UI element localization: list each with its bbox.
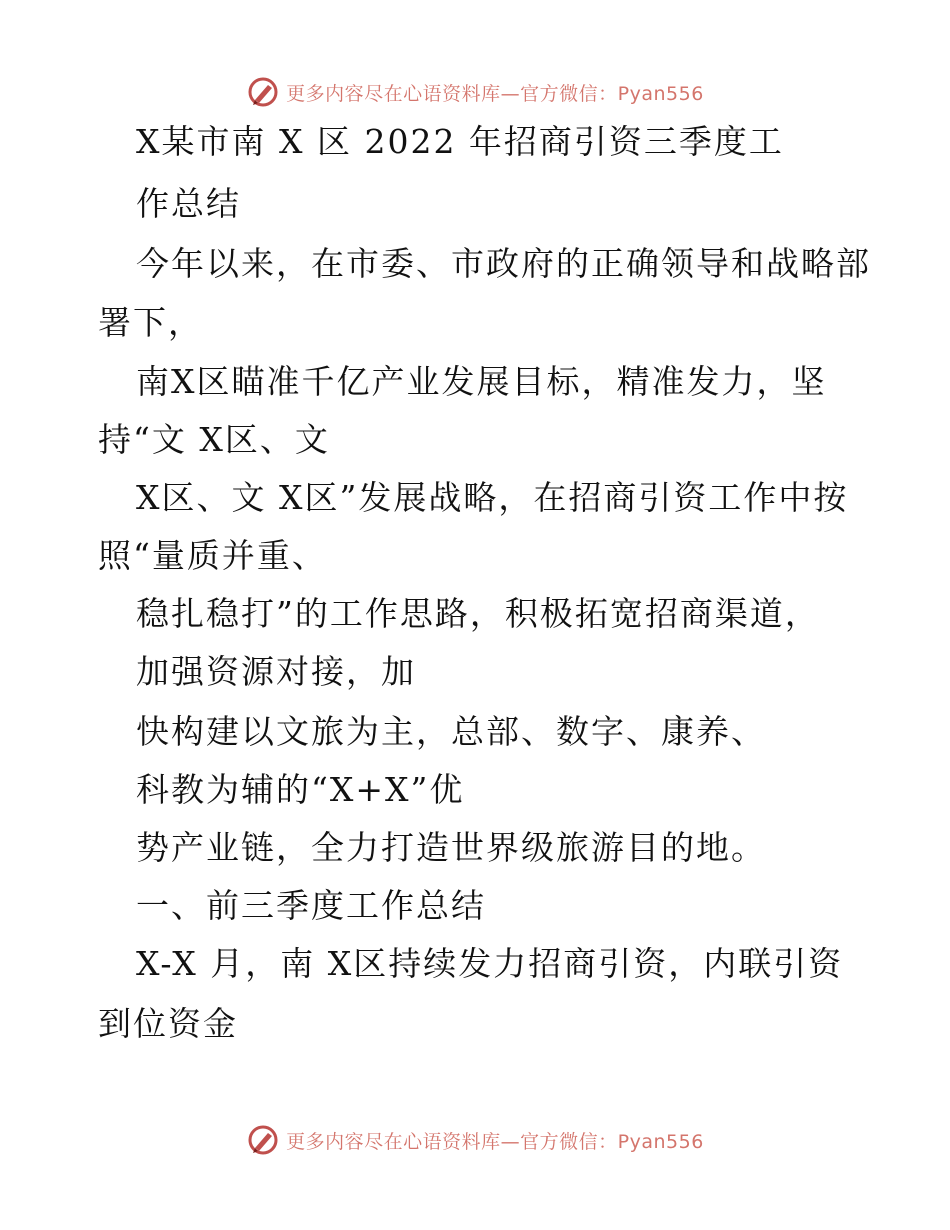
pen-logo-icon	[246, 1123, 280, 1157]
paragraph-line: X区、文 X区”发展战略，在招商引资工作中按	[136, 478, 849, 517]
paragraph-line: 快构建以文旅为主，总部、数字、康养、	[136, 712, 766, 751]
paragraph-line: 科教为辅的“X+X”优	[136, 770, 465, 809]
paragraph-line: X-X 月，南 X区持续发力招商引资，内联引资	[136, 944, 844, 983]
footer-watermark	[0, 1120, 950, 1160]
paragraph-line: 到位资金	[98, 1004, 238, 1043]
title-line-2: 作总结	[136, 184, 241, 223]
title-line-1: X某市南 X 区 2022 年招商引资三季度工	[136, 122, 784, 161]
paragraph-line: 署下，	[98, 303, 203, 342]
watermark-text: 更多内容尽在心语资料库—官方微信：Pyan556	[286, 82, 704, 105]
paragraph-line: 今年以来，在市委、市政府的正确领导和战略部	[136, 244, 871, 283]
paragraph-line: 稳扎稳打”的工作思路，积极拓宽招商渠道，	[136, 594, 820, 633]
header-watermark	[0, 72, 950, 112]
section-heading: 一、前三季度工作总结	[136, 886, 486, 925]
paragraph-line: 南X区瞄准千亿产业发展目标，精准发力，坚	[136, 362, 827, 401]
paragraph-line: 加强资源对接，加	[136, 652, 416, 691]
watermark-text: 更多内容尽在心语资料库—官方微信：Pyan556	[286, 1130, 704, 1153]
pen-logo-icon	[246, 75, 280, 109]
paragraph-line: 照“量质并重、	[98, 536, 327, 575]
paragraph-line: 势产业链，全力打造世界级旅游目的地。	[136, 828, 766, 867]
paragraph-line: 持“文 X区、文	[98, 420, 330, 459]
